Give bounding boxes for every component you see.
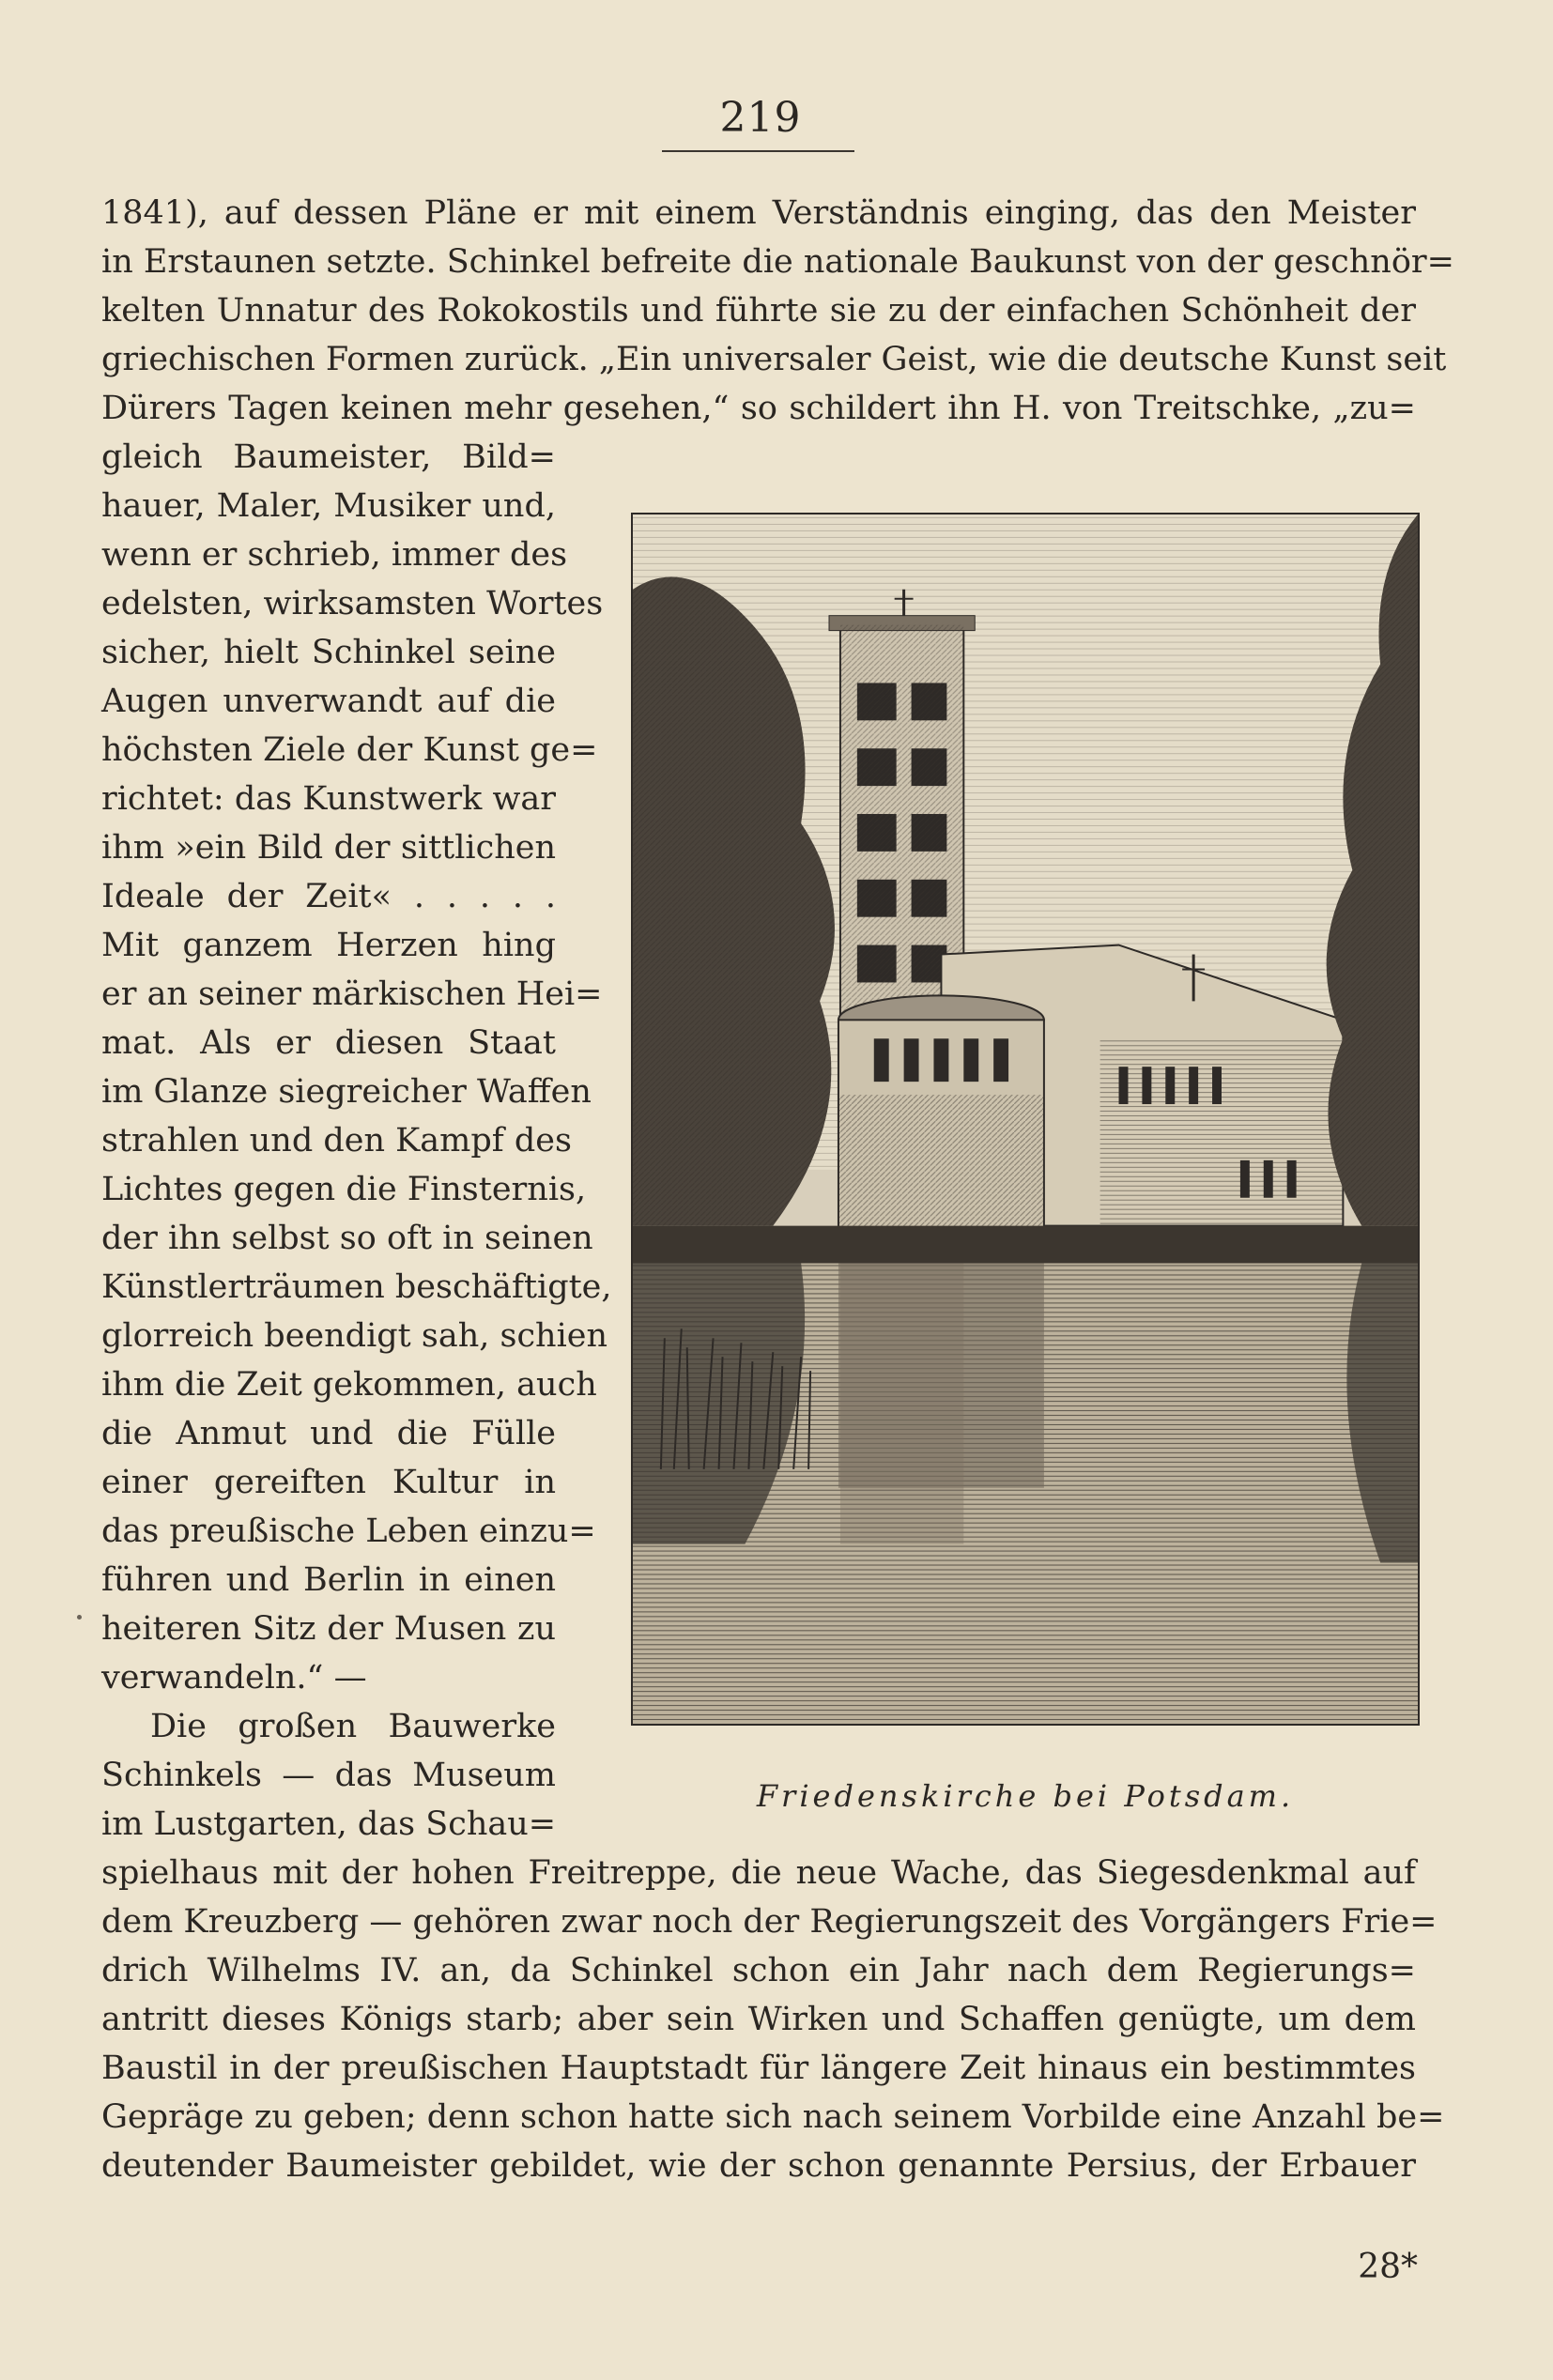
column-line: edelsten, wirksamsten Wortes — [101, 585, 604, 622]
column-line: heiteren Sitz der Musen zu — [101, 1610, 556, 1648]
body-line: in Erstaunen setzte. Schinkel befreite die nationale Baukunst von der geschnör= — [101, 243, 1454, 281]
body-line: griechischen Formen zurück. „Ein universaler Geist, wie die deutsche Kunst seit — [101, 341, 1447, 378]
illustration-figure — [631, 513, 1420, 1726]
body-line: drich Wilhelms IV. an, da Schinkel schon ein Jahr nach dem Regierungs= — [101, 1952, 1416, 1989]
body-line: Dürers Tagen keinen mehr gesehen,“ so schildert ihn H. von Treitschke, „zu= — [101, 390, 1416, 427]
header-rule — [662, 150, 854, 152]
body-line: Gepräge zu geben; denn schon hatte sich nach seinem Vorbilde eine Anzahl be= — [101, 2098, 1445, 2136]
column-line: glorreich beendigt sah, schien — [101, 1317, 608, 1355]
column-line: der ihn selbst so oft in seinen — [101, 1220, 593, 1257]
column-line: im Lustgarten, das Schau= — [101, 1805, 557, 1843]
body-line: spielhaus mit der hohen Freitreppe, die neue Wache, das Siegesdenkmal auf — [101, 1854, 1416, 1892]
column-line: Augen unverwandt auf die — [101, 683, 556, 720]
column-line: ihm die Zeit gekommen, auch — [101, 1366, 597, 1404]
column-line: verwandeln.“ — — [101, 1659, 367, 1697]
column-line: führen und Berlin in einen — [101, 1561, 556, 1599]
column-line: richtet: das Kunstwerk war — [101, 780, 556, 818]
column-line: gleich Baumeister, Bild= — [101, 438, 556, 476]
page-number: 219 — [719, 94, 802, 142]
signature-mark: 28* — [1358, 2248, 1418, 2286]
body-line: 1841), auf dessen Pläne er mit einem Verständnis einging, das den Meister — [101, 194, 1416, 232]
column-line: Künstlerträumen beschäftigte, — [101, 1268, 612, 1306]
column-line: Die großen Bauwerke — [150, 1708, 556, 1745]
column-line: einer gereiften Kultur in — [101, 1464, 556, 1501]
column-line: strahlen und den Kampf des — [101, 1122, 572, 1159]
column-line: Mit ganzem Herzen hing — [101, 927, 556, 964]
column-line: Schinkels — das Museum — [101, 1757, 556, 1794]
column-line: ihm »ein Bild der sittlichen — [101, 829, 556, 867]
body-line: kelten Unnatur des Rokokostils und führte sie zu der einfachen Schönheit der — [101, 292, 1416, 330]
column-line: wenn er schrieb, immer des — [101, 536, 568, 574]
column-line: Ideale der Zeit« . . . . . — [101, 878, 556, 915]
body-line: deutender Baumeister gebildet, wie der schon genannte Persius, der Erbauer — [101, 2147, 1416, 2185]
column-line: die Anmut und die Fülle — [101, 1415, 556, 1452]
column-line: im Glanze siegreicher Waffen — [101, 1073, 592, 1111]
figure-caption: Friedenskirche bei Potsdam. — [756, 1778, 1295, 1814]
margin-dot — [77, 1615, 82, 1620]
church-engraving — [633, 514, 1418, 1724]
column-line: das preußische Leben einzu= — [101, 1512, 596, 1550]
column-line: höchsten Ziele der Kunst ge= — [101, 731, 598, 769]
column-line: hauer, Maler, Musiker und, — [101, 487, 556, 525]
column-line: Lichtes gegen die Finsternis, — [101, 1171, 587, 1208]
body-line: antritt dieses Königs starb; aber sein Wirken und Schaffen genügte, um dem — [101, 2001, 1416, 2038]
column-line: er an seiner märkischen Hei= — [101, 975, 603, 1013]
body-line: dem Kreuzberg — gehören zwar noch der Regierungszeit des Vorgängers Frie= — [101, 1903, 1438, 1941]
column-line: sicher, hielt Schinkel seine — [101, 634, 556, 671]
column-line: mat. Als er diesen Staat — [101, 1024, 556, 1062]
body-line: Baustil in der preußischen Hauptstadt für längere Zeit hinaus ein bestimmtes — [101, 2050, 1416, 2087]
